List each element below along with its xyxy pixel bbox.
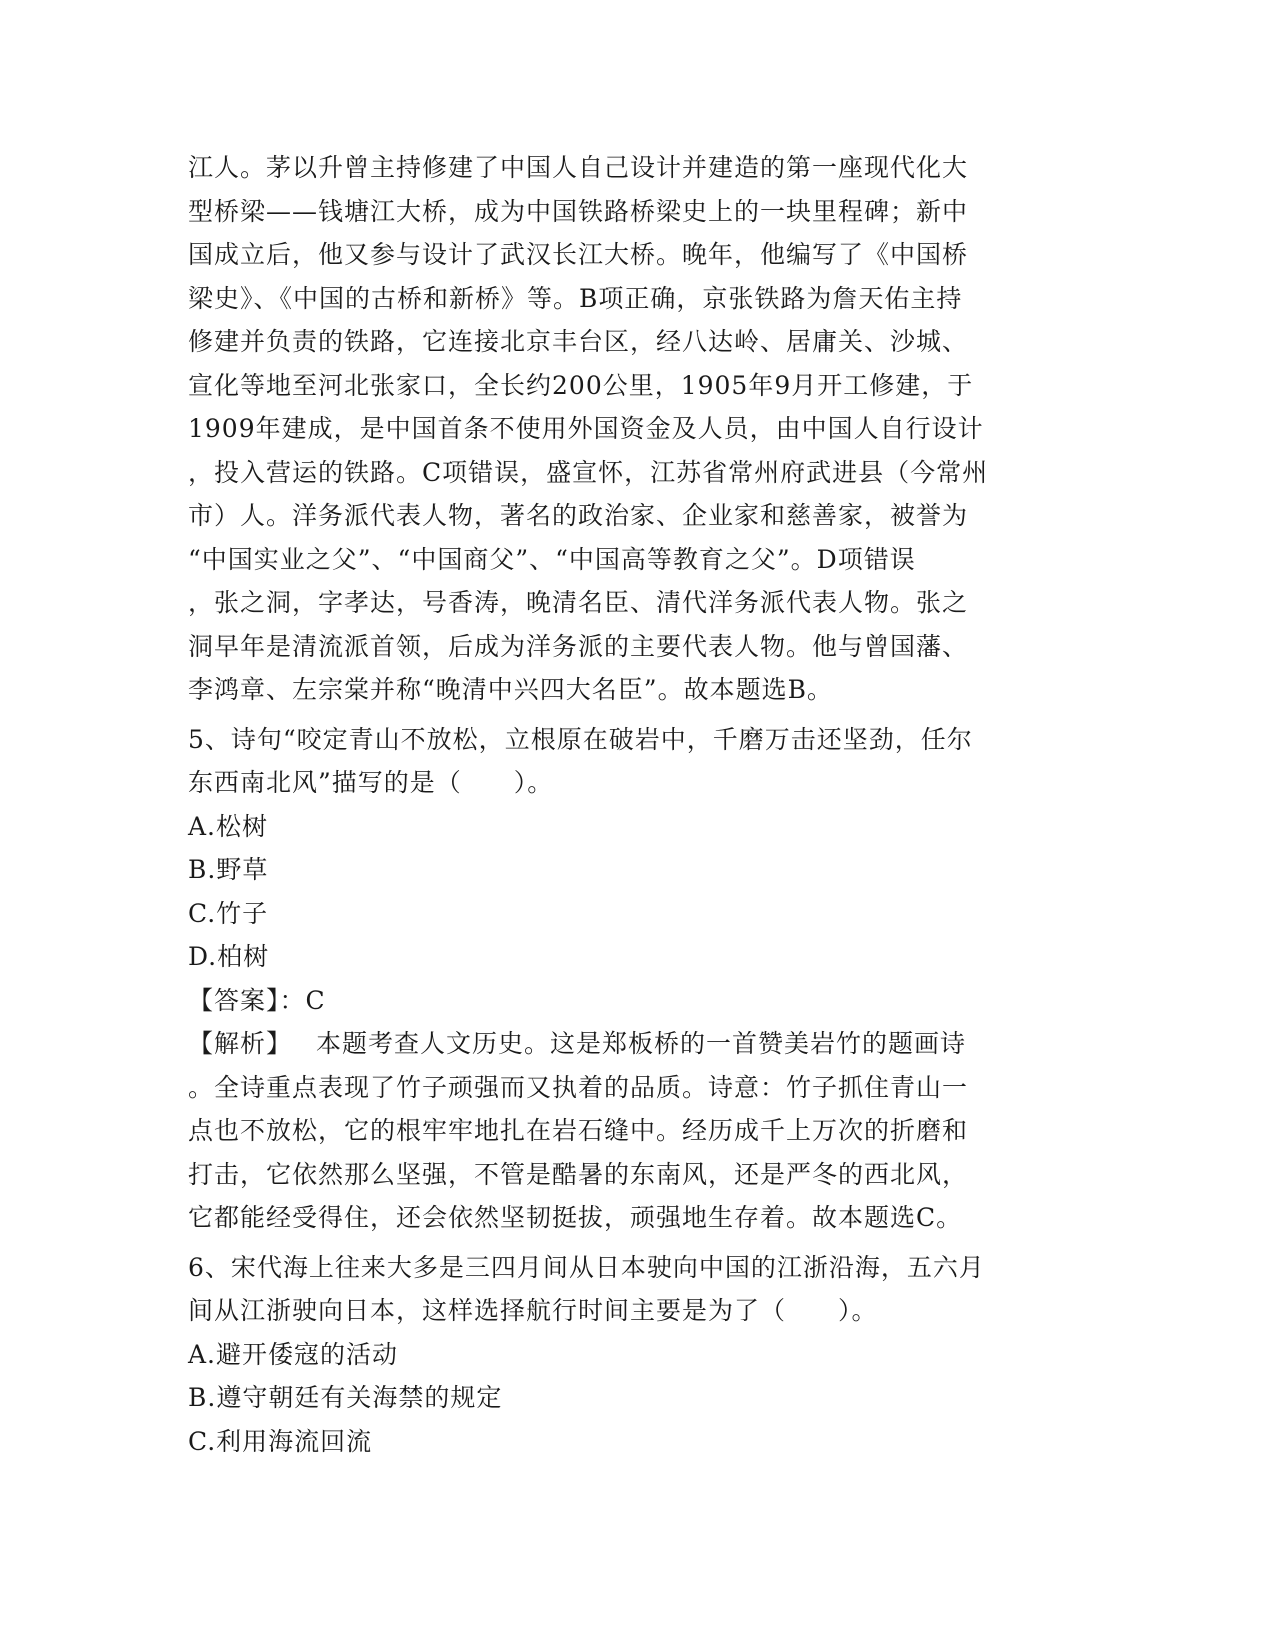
text-line: ，张之洞，字孝达，号香涛，晚清名臣、清代洋务派代表人物。张之 bbox=[188, 588, 969, 617]
question-stem-line: 5、诗句“咬定青山不放松，立根原在破岩中，千磨万击还坚劲，任尔 bbox=[188, 724, 973, 754]
analysis-text: 本题考查人文历史。这是郑板桥的一首赞美岩竹的题画诗 bbox=[316, 1029, 967, 1058]
text-line: 江人。茅以升曾主持修建了中国人自己设计并建造的第一座现代化大 bbox=[188, 153, 969, 182]
text-line: ，投入营运的铁路。C项错误，盛宣怀，江苏省常州府武进县（今常州 bbox=[188, 457, 989, 487]
answer-label: 【答案】： bbox=[188, 985, 306, 1015]
option-c: C.利用海流回流 bbox=[188, 1426, 373, 1456]
analysis-text-line: 它都能经受得住，还会依然坚韧挺拔，顽强地生存着。故本题选C。 bbox=[188, 1203, 963, 1232]
text-line: 梁史》、《中国的古桥和新桥》等。B项正确，京张铁路为詹天佑主持 bbox=[188, 283, 963, 313]
option-c: C.竹子 bbox=[188, 898, 269, 928]
text-line: 洞早年是清流派首领，后成为洋务派的主要代表人物。他与曾国藩、 bbox=[188, 631, 969, 661]
text-line: 市）人。洋务派代表人物，著名的政治家、企业家和慈善家，被誉为 bbox=[188, 501, 969, 530]
document-body bbox=[188, 146, 1068, 1463]
analysis-text-line: 打击，它依然那么坚强，不管是酷暑的东南风，还是严冬的西北风， bbox=[188, 1159, 969, 1189]
analysis-text-line: 。全诗重点表现了竹子顽强而又执着的品质。诗意：竹子抓住青山一 bbox=[188, 1072, 969, 1102]
option-d: D.柏树 bbox=[188, 942, 270, 971]
question-5 bbox=[188, 718, 1068, 1240]
option-a: A.避开倭寇的活动 bbox=[188, 1339, 399, 1369]
question-stem-line: 间从江浙驶向日本，这样选择航行时间主要是为了（ ）。 bbox=[188, 1296, 878, 1325]
question-stem-line: 东西南北风”描写的是（ ）。 bbox=[188, 768, 554, 797]
text-line: 宣化等地至河北张家口，全长约200公里，1905年9月开工修建，于 bbox=[188, 370, 974, 400]
analysis-text-line: 点也不放松，它的根牢牢地扎在岩石缝中。经历成千上万次的折磨和 bbox=[188, 1116, 969, 1145]
answer-value: C bbox=[305, 985, 326, 1015]
option-b: B.遵守朝廷有关海禁的规定 bbox=[188, 1383, 503, 1412]
option-b: B.野草 bbox=[188, 855, 269, 884]
answer-line bbox=[188, 979, 1068, 1023]
question-stem-line: 6、宋代海上往来大多是三四月间从日本驶向中国的江浙沿海，五六月 bbox=[188, 1252, 985, 1282]
option-a: A.松树 bbox=[188, 811, 269, 841]
text-line: 李鸿章、左宗棠并称“晚清中兴四大名臣”。故本题选B。 bbox=[188, 675, 833, 704]
text-line: 1909年建成，是中国首条不使用外国资金及人员，由中国人自行设计 bbox=[188, 414, 984, 443]
question-6 bbox=[188, 1246, 1068, 1464]
analysis-label: 【解析】 bbox=[188, 1029, 293, 1058]
analysis-line bbox=[188, 1022, 1068, 1066]
text-line: 型桥梁——钱塘江大桥，成为中国铁路桥梁史上的一块里程碑；新中 bbox=[188, 196, 969, 226]
text-line: 国成立后，他又参与设计了武汉长江大桥。晚年，他编写了《中国桥 bbox=[188, 240, 969, 269]
text-line: 修建并负责的铁路，它连接北京丰台区，经八达岭、居庸关、沙城、 bbox=[188, 327, 969, 356]
previous-explanation bbox=[188, 146, 1068, 712]
text-line: “中国实业之父”、“中国商父”、“中国高等教育之父”。D项错误 bbox=[188, 544, 916, 574]
